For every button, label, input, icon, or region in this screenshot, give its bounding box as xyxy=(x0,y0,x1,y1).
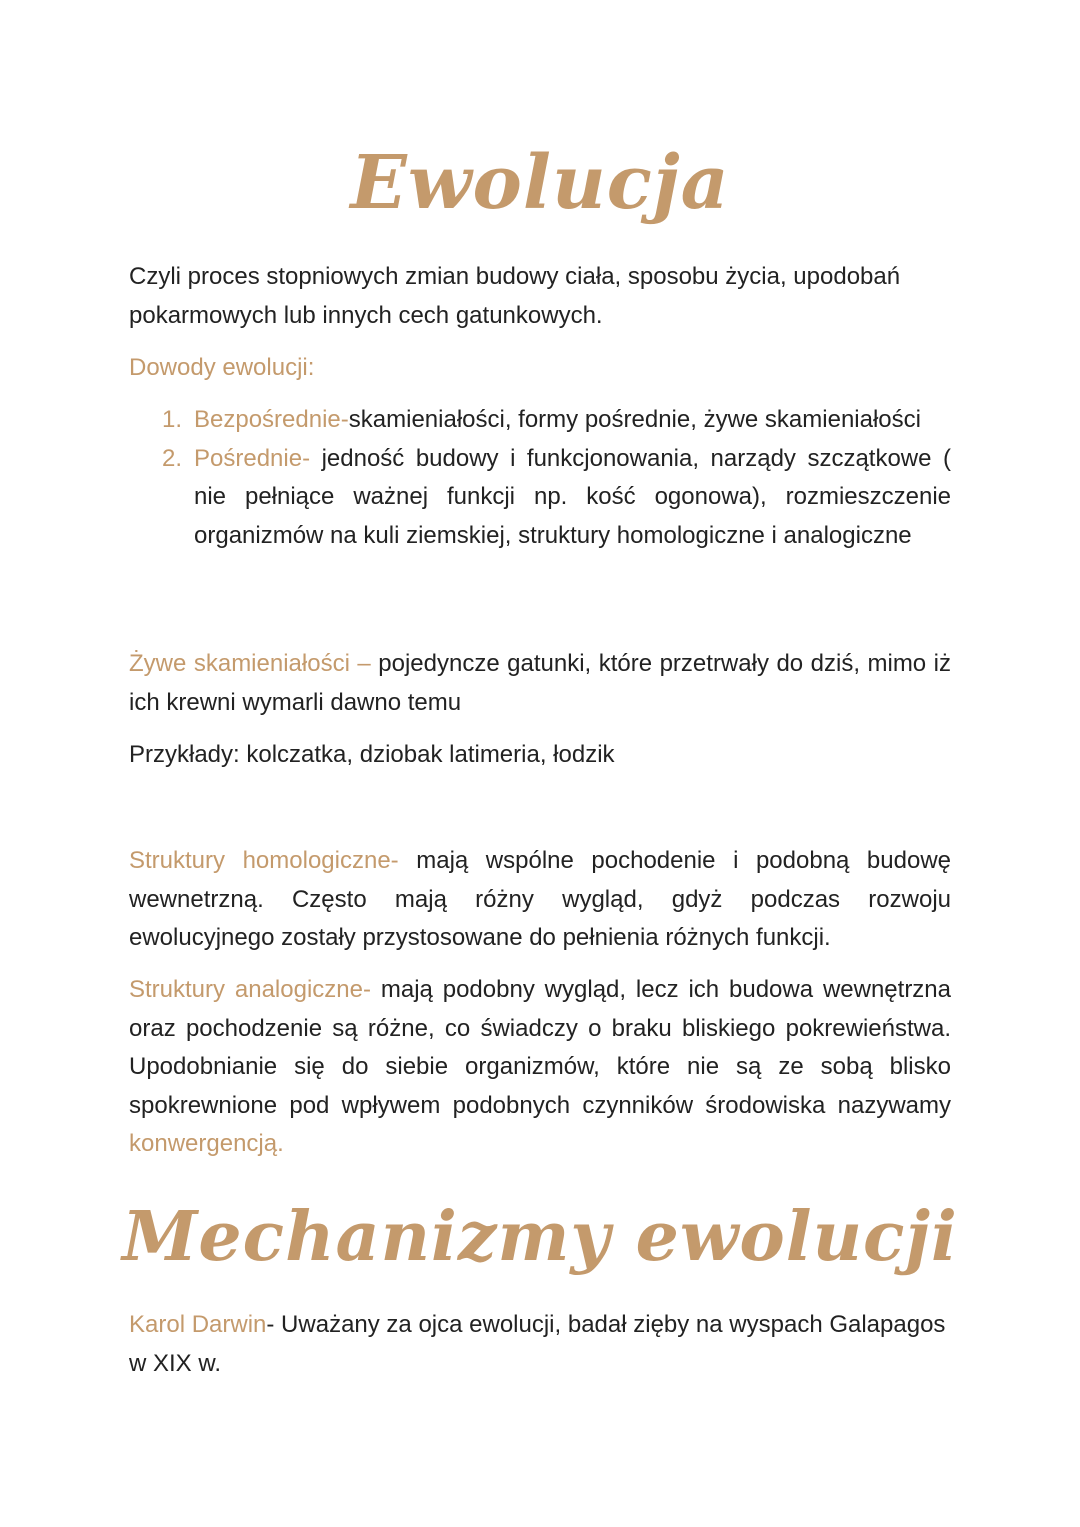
homologous-paragraph xyxy=(129,842,951,958)
evidence-text: skamieniałości, formy pośrednie, żywe skamieniałości xyxy=(348,406,921,433)
living-fossils-paragraph xyxy=(129,645,951,722)
examples-paragraph: Przykłady: kolczatka, dziobak latimeria, łodzik xyxy=(129,741,615,768)
evidence-term: Bezpośrednie- xyxy=(194,406,349,433)
evidence-heading: Dowody ewolucji: xyxy=(129,354,315,381)
evidence-text: jedność budowy i funkcjonowania, narządy szczątkowe ( nie pełniące ważnej funkcji np. kość ogonowa), rozmieszczenie organizmów na kuli ziemskiej, struktury homologiczne i analogiczne xyxy=(194,444,951,549)
darwin-term: Karol Darwin xyxy=(129,1311,267,1338)
darwin-paragraph xyxy=(129,1306,951,1383)
page-title: Ewolucja xyxy=(350,140,730,226)
evidence-term: Pośrednie- xyxy=(194,444,311,472)
homologous-text: mają wspólne pochodenie i podobną budowę wewnetrzną. Często mają różny wygląd, gdyż podczas rozwoju ewolucyjnego zostały przystosowane do pełnienia różnych funkcji. xyxy=(129,847,952,951)
convergence-term: konwergencją. xyxy=(129,1130,284,1157)
intro-paragraph: Czyli proces stopniowych zmian budowy ciała, sposobu życia, upodobań pokarmowych lub innych cech gatunkowych. xyxy=(129,263,901,329)
list-item xyxy=(129,401,951,440)
living-fossils-term: Żywe skamieniałości – xyxy=(129,650,371,677)
homologous-term: Struktury homologiczne- xyxy=(129,847,399,874)
analogous-term: Struktury analogiczne- xyxy=(129,976,371,1003)
analogous-text: mają podobny wygląd, lecz ich budowa wewnętrzna oraz pochodzenie są różne, co świadczy o braku bliskiego pokrewieństwa. Upodobnianie się do siebie organizmów, które nie są ze sobą blisko spokrewnione pod wpływem podobnych czynników środowiska nazywamy xyxy=(129,976,951,1119)
section-title: Mechanizmy ewolucji xyxy=(122,1197,958,1277)
list-item xyxy=(129,440,951,556)
analogous-paragraph xyxy=(129,971,951,1164)
list-number: 2. xyxy=(162,444,183,472)
evidence-list xyxy=(129,401,951,555)
living-fossils-text: pojedyncze gatunki, które przetrwały do dziś, mimo iż ich krewni wymarli dawno temu xyxy=(129,650,951,716)
darwin-text: - Uważany za ojca ewolucji, badał zięby na wyspach Galapagos w XIX w. xyxy=(129,1311,946,1377)
list-number: 1. xyxy=(162,406,183,433)
